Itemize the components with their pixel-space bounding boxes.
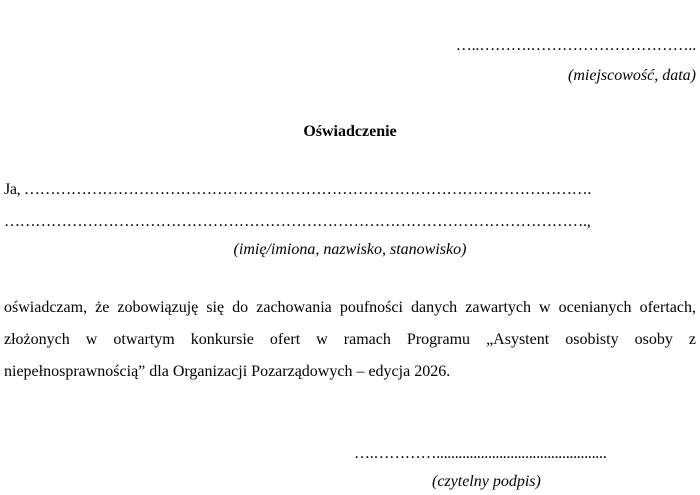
name-caption: (imię/imiona, nazwisko, stanowisko) [233, 241, 467, 258]
signature-field: ….………….............................................. [354, 445, 607, 462]
name-field-line-1: Ja, ………………………………………………………………………………………………. [4, 181, 591, 198]
place-date-caption: (miejscowość, data) [568, 67, 696, 84]
signature-caption: (czytelny podpis) [432, 473, 541, 490]
name-field-line-2: …………………………………………………………………………………………………., [4, 213, 591, 230]
place-date-field: …..……….………………………….. [455, 37, 696, 54]
document-title: Oświadczenie [303, 123, 397, 140]
declaration-text: oświadczam, że zobowiązuję się do zachowania poufności danych zawartych w ocenianych ofertach, złożonych w otwartym konkursie ofert w ramach Programu „Asystent osobisty osoby z niepełnosprawnością” dla Organizacji Pozarządowych – edycja 2026. [4, 299, 696, 380]
